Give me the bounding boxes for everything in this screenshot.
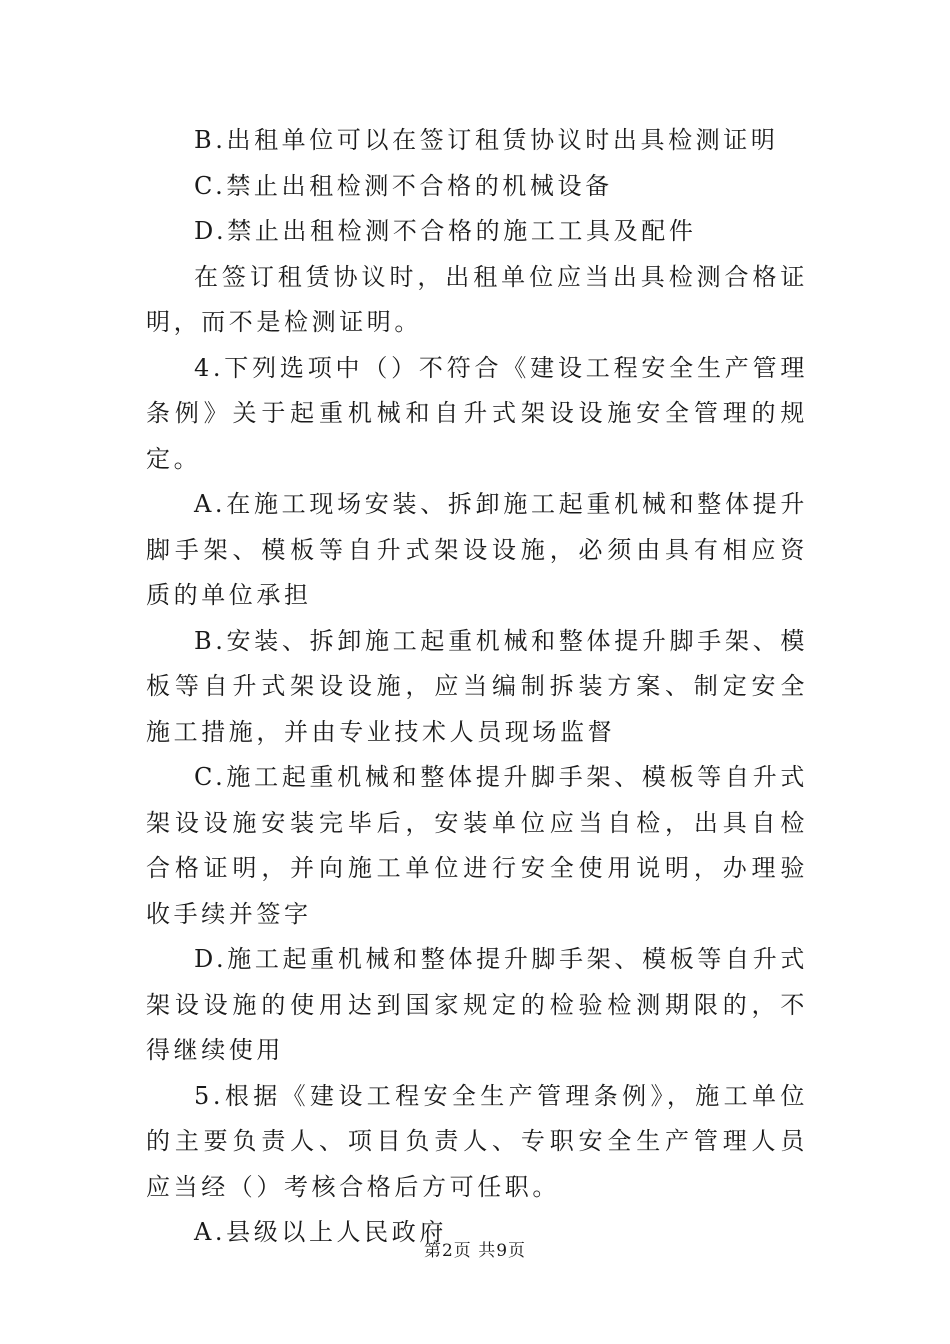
option-c-q4: C.施工起重机械和整体提升脚手架、模板等自升式架设设施安装完毕后，安装单位应当自检，出具自检合格证明，并向施工单位进行安全使用说明，办理验收手续并签字	[146, 763, 808, 928]
page-number: 第2页 共9页	[423, 1241, 527, 1261]
explanation-q3: 在签订租赁协议时，出租单位应当出具检测合格证明，而不是检测证明。	[146, 262, 808, 336]
document-body	[146, 118, 808, 1256]
option-b-q3: B.出租单位可以在签订租赁协议时出具检测证明	[194, 126, 779, 154]
option-d-q3: D.禁止出租检测不合格的施工工具及配件	[194, 217, 697, 245]
option-a-q5: A.县级以上人民政府	[194, 1218, 447, 1246]
option-a-q4: A.在施工现场安装、拆卸施工起重机械和整体提升脚手架、模板等自升式架设设施，必须由具有相应资质的单位承担	[146, 490, 808, 609]
question-4: 4.下列选项中（）不符合《建设工程安全生产管理条例》关于起重机械和自升式架设设施安全管理的规定。	[146, 353, 808, 473]
page-footer	[0, 1236, 950, 1261]
question-5: 5.根据《建设工程安全生产管理条例》，施工单位的主要负责人、项目负责人、专职安全生产管理人员应当经（）考核合格后方可任职。	[146, 1081, 808, 1201]
option-d-q4: D.施工起重机械和整体提升脚手架、模板等自升式架设设施的使用达到国家规定的检验检测期限的，不得继续使用	[146, 945, 808, 1064]
option-b-q4: B.安装、拆卸施工起重机械和整体提升脚手架、模板等自升式架设设施，应当编制拆装方案、制定安全施工措施，并由专业技术人员现场监督	[146, 626, 808, 746]
option-c-q3: C.禁止出租检测不合格的机械设备	[194, 171, 613, 200]
